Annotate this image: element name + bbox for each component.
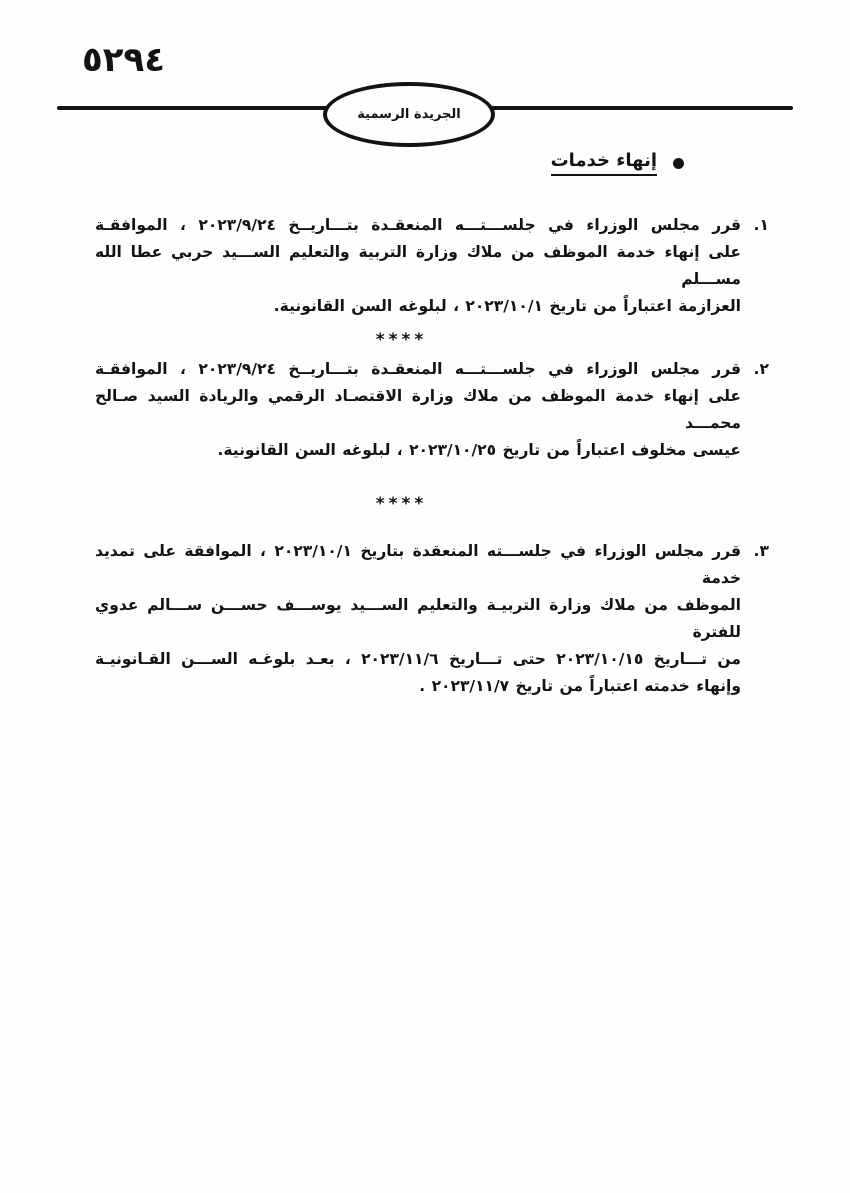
- item-number: ٣.: [753, 542, 769, 560]
- gazette-badge-label: الجريدة الرسمية: [357, 107, 461, 122]
- item-line: العزازمة اعتباراً من تاريخ ٢٠٢٣/١٠/١ ، لبلوغه السن القانونية.: [273, 297, 741, 315]
- page-content: [95, 150, 770, 700]
- item-line: على إنهاء خدمة الموظف من ملاك وزارة التربية والتعليم الســـيد حربي عطا الله مســـلم: [95, 243, 741, 288]
- item-line: قرر مجلس الوزراء في جلســـته المنعقدة بتاريخ ٢٠٢٣/١٠/١ ، الموافقة على تمديد خدمة: [95, 542, 741, 587]
- item-number: ٢.: [753, 360, 769, 378]
- separator-stars: ****: [375, 330, 428, 350]
- section-heading: [95, 150, 770, 176]
- item-line: الموظف من ملاك وزارة التربيـة والتعليم الســـيد يوســـف حســـن ســـالم عدوي للفترة: [95, 596, 741, 641]
- item-number: ١.: [753, 216, 769, 234]
- header-rule-wrap: [0, 82, 850, 146]
- item-line: قرر مجلس الوزراء في جلســـتـــه المنعقـدة بتـــاريــخ ٢٠٢٣/٩/٢٤ ، الموافقـة: [95, 216, 741, 234]
- item-line: وإنهاء خدمته اعتباراً من تاريخ ٢٠٢٣/١١/٧ .: [419, 677, 741, 695]
- bullet-icon: [673, 158, 684, 169]
- item-line: عيسى مخلوف اعتباراً من تاريخ ٢٠٢٣/١٠/٢٥ ، لبلوغه السن القانونية.: [217, 441, 741, 459]
- item-line: من تـــاريخ ٢٠٢٣/١٠/١٥ حتى تـــاريخ ٢٠٢٣/١١/٦ ، بعـد بلوغـه الســـن القـانونيـة: [95, 650, 741, 668]
- page-number: ٥٢٩٤: [82, 40, 166, 80]
- decision-item-2: [95, 356, 770, 464]
- section-title: إنهاء خدمات: [551, 150, 657, 176]
- gazette-badge: [323, 82, 495, 147]
- decision-item-1: [95, 212, 770, 320]
- item-line: قرر مجلس الوزراء في جلســـتـــه المنعقـدة بتـــاريــخ ٢٠٢٣/٩/٢٤ ، الموافقـة: [95, 360, 741, 378]
- decision-item-3: [95, 538, 770, 700]
- separator-stars: ****: [375, 494, 428, 514]
- item-line: على إنهاء خدمة الموظف من ملاك وزارة الاقتصـاد الرقمي والريادة السيد صـالح محمـــد: [95, 387, 741, 432]
